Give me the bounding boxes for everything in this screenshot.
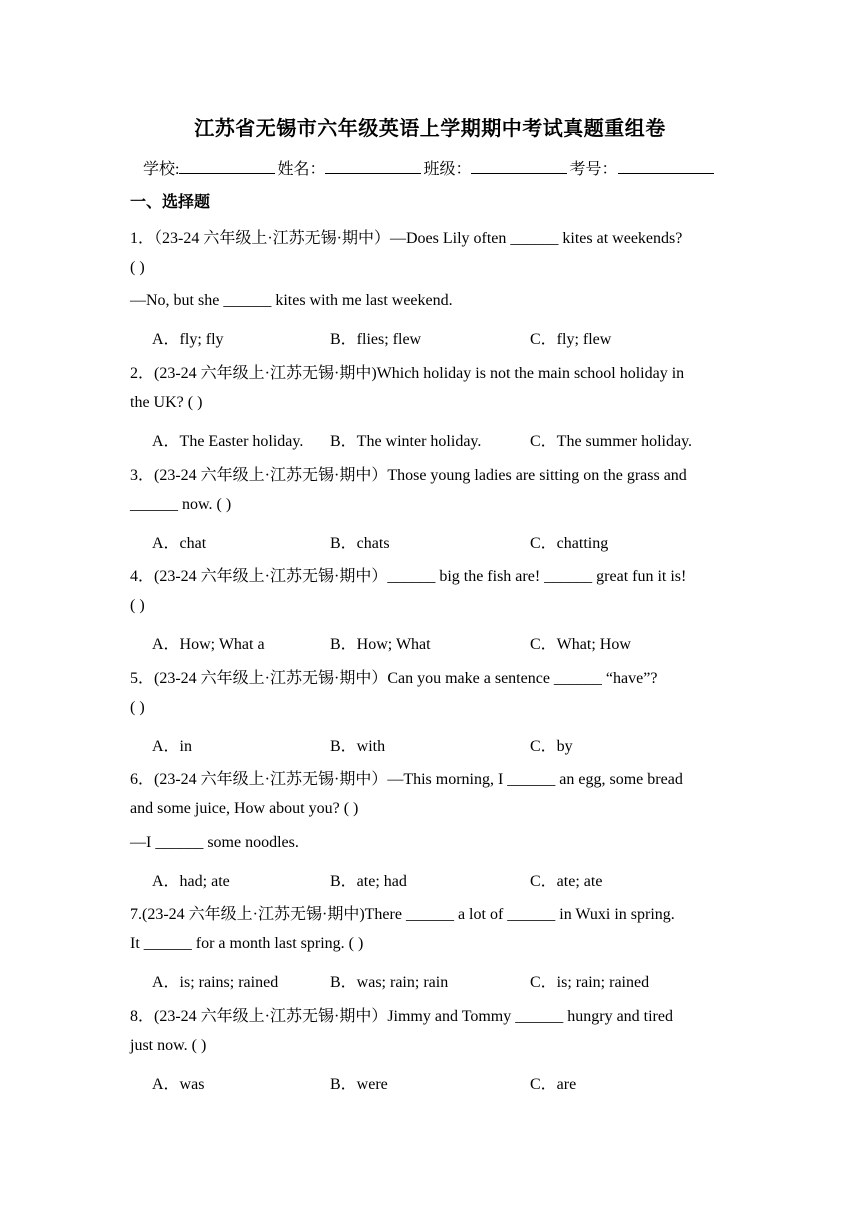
option-b[interactable]: B．were — [330, 1076, 388, 1093]
option-b[interactable]: B．The winter holiday. — [330, 433, 482, 450]
option-c[interactable]: C．fly; flew — [530, 331, 612, 348]
question-3-line-1: 3．(23-24 六年级上·江苏无锡·期中）Those young ladies are sitting on the grass and — [130, 467, 687, 484]
name-blank[interactable] — [325, 159, 421, 174]
class-blank[interactable] — [471, 159, 567, 174]
section-title: 一、选择题 — [130, 192, 211, 211]
question-1-line-1: 1．（23-24 六年级上·江苏无锡·期中）—Does Lily often ______ kites at weekends? — [130, 230, 683, 247]
option-c[interactable]: C．The summer holiday. — [530, 433, 693, 450]
page-title: 江苏省无锡市六年级英语上学期期中考试真题重组卷 — [194, 116, 666, 140]
option-a[interactable]: A．How; What a — [152, 636, 265, 653]
question-6-line-3: —I ______ some noodles. — [130, 834, 299, 851]
question-4-line-1: 4．(23-24 六年级上·江苏无锡·期中）______ big the fish are! ______ great fun it is! — [130, 568, 687, 585]
class-label: 班级： — [423, 161, 472, 178]
question-1-line-2: ( ) — [130, 259, 145, 276]
option-a[interactable]: A．is; rains; rained — [152, 974, 279, 991]
student-info-line — [143, 156, 716, 179]
option-b[interactable]: B．with — [330, 738, 386, 755]
option-b[interactable]: B．flies; flew — [330, 331, 422, 348]
option-c[interactable]: C．ate; ate — [530, 873, 603, 890]
question-5-line-2: ( ) — [130, 699, 145, 716]
option-b[interactable]: B．chats — [330, 535, 390, 552]
name-label: 姓名： — [277, 161, 326, 178]
question-7-line-2: It ______ for a month last spring. ( ) — [130, 935, 364, 952]
question-3-line-2: ______ now. ( ) — [130, 496, 232, 513]
question-4-line-2: ( ) — [130, 597, 145, 614]
question-5-line-1: 5．(23-24 六年级上·江苏无锡·期中）Can you make a sentence ______ “have”? — [130, 670, 658, 687]
option-b[interactable]: B．How; What — [330, 636, 431, 653]
option-c[interactable]: C．chatting — [530, 535, 609, 552]
question-8-line-2: just now. ( ) — [130, 1037, 207, 1054]
option-a[interactable]: A．chat — [152, 535, 207, 552]
option-a[interactable]: A．had; ate — [152, 873, 230, 890]
question-6-line-1: 6．(23-24 六年级上·江苏无锡·期中）—This morning, I ______ an egg, some bread — [130, 771, 683, 788]
question-8-line-1: 8．(23-24 六年级上·江苏无锡·期中）Jimmy and Tommy ______ hungry and tired — [130, 1008, 673, 1025]
option-c[interactable]: C．What; How — [530, 636, 631, 653]
option-a[interactable]: A．in — [152, 738, 193, 755]
question-2-line-1: 2．(23-24 六年级上·江苏无锡·期中)Which holiday is not the main school holiday in — [130, 365, 685, 382]
option-a[interactable]: A．was — [152, 1076, 205, 1093]
option-c[interactable]: C．are — [530, 1076, 577, 1093]
school-label: 学校: — [143, 161, 180, 178]
question-6-line-2: and some juice, How about you? ( ) — [130, 800, 359, 817]
school-blank[interactable] — [179, 159, 275, 174]
question-1-line-3: —No, but she ______ kites with me last weekend. — [130, 292, 453, 309]
question-7-line-1: 7.(23-24 六年级上·江苏无锡·期中)There ______ a lot of ______ in Wuxi in spring. — [130, 906, 675, 923]
option-a[interactable]: A．The Easter holiday. — [152, 433, 304, 450]
option-b[interactable]: B．was; rain; rain — [330, 974, 449, 991]
number-blank[interactable] — [618, 159, 714, 174]
number-label: 考号： — [569, 161, 618, 178]
option-a[interactable]: A．fly; fly — [152, 331, 224, 348]
option-c[interactable]: C．is; rain; rained — [530, 974, 650, 991]
option-c[interactable]: C．by — [530, 738, 573, 755]
question-2-line-2: the UK? ( ) — [130, 394, 203, 411]
option-b[interactable]: B．ate; had — [330, 873, 407, 890]
